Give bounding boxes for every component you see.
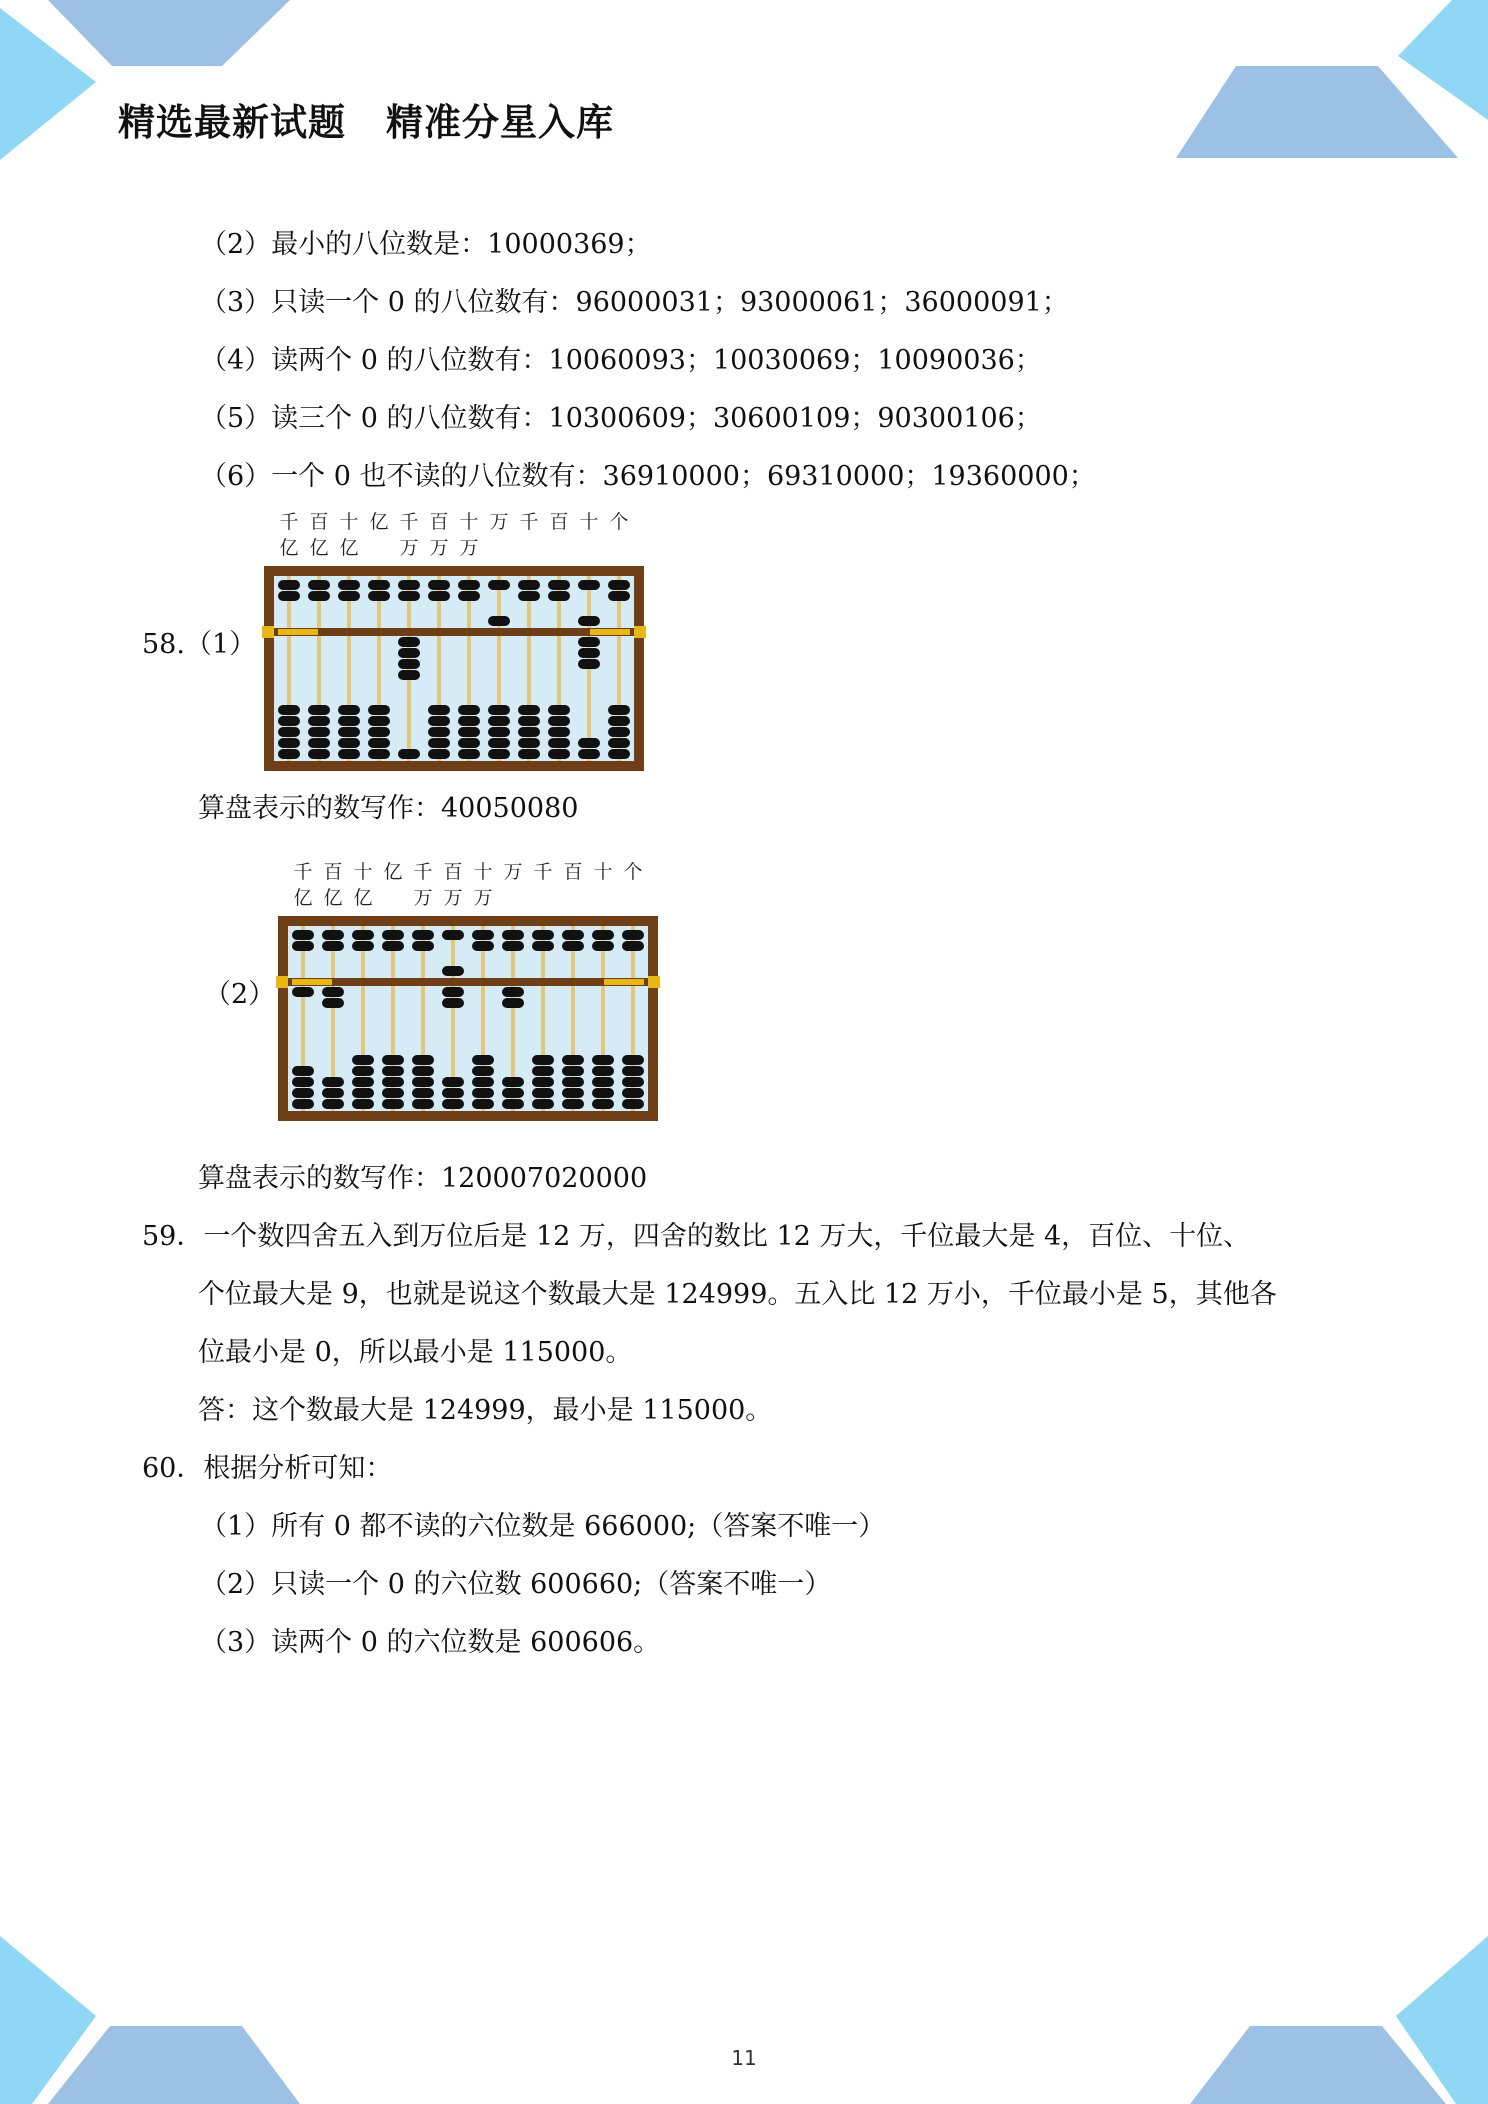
abacus2-bead [472, 1077, 494, 1087]
abacus1-bead [578, 637, 600, 647]
abacus2-bead [322, 1088, 344, 1098]
abacus2-bead [412, 1099, 434, 1109]
abacus2-beam-clip [276, 976, 288, 988]
abacus2-bead [352, 1099, 374, 1109]
q59-answer: 答：这个数最大是 124999，最小是 115000。 [198, 1395, 773, 1426]
abacus1-bead [278, 591, 300, 601]
abacus1-bead [488, 738, 510, 748]
abacus2-bead [292, 1077, 314, 1087]
abacus2-bead [292, 941, 314, 951]
abacus2-place-label: 个 [623, 861, 643, 883]
abacus1-bead [368, 727, 390, 737]
abacus2-bead [322, 930, 344, 940]
abacus2-place-label: 千 [533, 861, 553, 883]
abacus1-bead [368, 749, 390, 759]
abacus1-bead [548, 727, 570, 737]
abacus1-place-label: 亿 [309, 537, 329, 559]
abacus2-bead [502, 998, 524, 1008]
abacus2-bead [382, 930, 404, 940]
abacus2-bead [442, 998, 464, 1008]
header-title-right: 精准分星入库 [386, 101, 614, 144]
abacus1-place-label: 十 [339, 511, 359, 533]
abacus1-place-label: 万 [489, 511, 509, 533]
abacus2-bead [472, 930, 494, 940]
abacus1-bead [488, 749, 510, 759]
abacus2-bead [592, 1066, 614, 1076]
abacus1-place-label: 个 [609, 511, 629, 533]
abacus1-bead [548, 716, 570, 726]
abacus1-bead [398, 670, 420, 680]
abacus2-bead [292, 1066, 314, 1076]
abacus1-bead [338, 591, 360, 601]
abacus1-bead [398, 749, 420, 759]
abacus2-bead [532, 1077, 554, 1087]
abacus1-bead [338, 705, 360, 715]
abacus2-place-label: 亿 [353, 887, 373, 909]
abacus2-bead [592, 1088, 614, 1098]
abacus2-bead [502, 1088, 524, 1098]
abacus2-bead [322, 1099, 344, 1109]
abacus2-beam-bar [292, 979, 332, 985]
abacus2-beam [288, 978, 648, 986]
abacus2-bead [322, 1077, 344, 1087]
abacus1-bead [368, 580, 390, 590]
abacus2-bead [442, 1088, 464, 1098]
abacus1-place-label: 亿 [369, 511, 389, 533]
abacus1-bead [458, 716, 480, 726]
abacus1-bead [278, 749, 300, 759]
abacus1-bead [458, 705, 480, 715]
abacus2-bead [352, 1088, 374, 1098]
answer-line-4: （4）读两个 0 的八位数有：10060093；10030069；10090036； [200, 345, 1042, 376]
q60-title: 60．根据分析可知： [142, 1453, 393, 1484]
abacus1-beam-bar [590, 629, 630, 635]
abacus2-bead [382, 941, 404, 951]
abacus1-bead [278, 727, 300, 737]
abacus1-bead [548, 705, 570, 715]
abacus2-bead [412, 1066, 434, 1076]
top-right-trapezoid-decoration [1176, 66, 1458, 158]
abacus1-bead [488, 580, 510, 590]
abacus2-bead [622, 1088, 644, 1098]
abacus2-bead [442, 987, 464, 997]
abacus2-bead [442, 930, 464, 940]
abacus1-beam-clip [634, 626, 646, 638]
abacus1-bead [578, 749, 600, 759]
abacus1-bead [338, 580, 360, 590]
abacus1-bead [518, 580, 540, 590]
abacus2-bead [412, 941, 434, 951]
abacus2-place-label: 万 [443, 887, 463, 909]
abacus2-bead [562, 941, 584, 951]
q59-line-3: 位最小是 0，所以最小是 115000。 [198, 1337, 633, 1368]
abacus2-bead [472, 1099, 494, 1109]
abacus2-place-label: 亿 [323, 887, 343, 909]
abacus1-bead [488, 705, 510, 715]
abacus2-bead [412, 1055, 434, 1065]
abacus2-bead [292, 987, 314, 997]
abacus1-bead [518, 591, 540, 601]
abacus2-bead [532, 1099, 554, 1109]
abacus2-bead [622, 1077, 644, 1087]
abacus1-bead [578, 648, 600, 658]
abacus1-bead [518, 705, 540, 715]
answer-line-2: （2）最小的八位数是：10000369； [200, 229, 652, 260]
abacus1-bead [548, 580, 570, 590]
abacus2-bead [382, 1066, 404, 1076]
q58-label-1: 58.（1） [142, 629, 257, 660]
abacus2-bead [472, 1088, 494, 1098]
abacus1-bead [488, 727, 510, 737]
abacus2-place-label: 亿 [293, 887, 313, 909]
q59-line-2: 个位最大是 9，也就是说这个数最大是 124999。五入比 12 万小，千位最小是 5，其他各 [198, 1279, 1277, 1310]
abacus2-place-label: 十 [353, 861, 373, 883]
top-right-triangle-decoration [1398, 0, 1488, 120]
abacus1-bead [488, 616, 510, 626]
abacus2-place-label: 千 [293, 861, 313, 883]
q59-line-1: 59．一个数四舍五入到万位后是 12 万，四舍的数比 12 万大，千位最大是 4，百位、十位、 [142, 1221, 1251, 1252]
abacus1-place-label: 亿 [339, 537, 359, 559]
abacus1-beam [274, 628, 634, 636]
top-left-bar-decoration [48, 0, 290, 66]
abacus2-bead [622, 930, 644, 940]
abacus2-place-label: 万 [503, 861, 523, 883]
abacus1-bead [308, 580, 330, 590]
abacus1-bead [338, 716, 360, 726]
abacus2-bead [322, 941, 344, 951]
abacus2-bead [562, 1066, 584, 1076]
abacus2-bead [562, 1088, 584, 1098]
abacus2-bead [562, 1055, 584, 1065]
abacus2-bead [382, 1077, 404, 1087]
abacus1-bead [608, 591, 630, 601]
abacus1-place-label: 十 [579, 511, 599, 533]
abacus1-bead [278, 716, 300, 726]
abacus2-bead [562, 1099, 584, 1109]
abacus2-bead [532, 930, 554, 940]
abacus2-bead [562, 1077, 584, 1087]
abacus1-bead [458, 738, 480, 748]
abacus1-bead [278, 738, 300, 748]
abacus1-bead [368, 738, 390, 748]
abacus1-place-label: 万 [399, 537, 419, 559]
abacus1-bead [398, 580, 420, 590]
abacus1-place-label: 千 [519, 511, 539, 533]
abacus2-bead [322, 998, 344, 1008]
abacus1-bead [308, 749, 330, 759]
abacus2-bead [472, 941, 494, 951]
abacus2-bead [292, 930, 314, 940]
abacus2-place-label: 亿 [383, 861, 403, 883]
abacus1-bead [308, 738, 330, 748]
abacus1-bead [398, 648, 420, 658]
abacus1-bead [548, 738, 570, 748]
abacus2-beam-clip [648, 976, 660, 988]
abacus1-bead [338, 749, 360, 759]
abacus1-bead [578, 659, 600, 669]
abacus1-bead [608, 716, 630, 726]
abacus2-bead [352, 930, 374, 940]
abacus2-bead [382, 1055, 404, 1065]
abacus2-bead [382, 1088, 404, 1098]
abacus1-place-label: 百 [429, 511, 449, 533]
abacus1-bead [488, 716, 510, 726]
header-title-left: 精选最新试题 [118, 101, 346, 144]
abacus1-beam-clip [262, 626, 274, 638]
abacus1-bead [398, 659, 420, 669]
abacus-1 [262, 506, 662, 776]
abacus2-bead [442, 1077, 464, 1087]
abacus2-bead [622, 941, 644, 951]
abacus2-place-label: 万 [413, 887, 433, 909]
q60-item-3: （3）读两个 0 的六位数是 600606。 [200, 1627, 661, 1658]
abacus1-bead [458, 591, 480, 601]
abacus1-place-label: 千 [279, 511, 299, 533]
abacus2-bead [412, 1077, 434, 1087]
abacus1-bead [458, 580, 480, 590]
abacus1-bead [608, 580, 630, 590]
abacus2-bead [532, 941, 554, 951]
abacus2-bead [502, 941, 524, 951]
answer-line-3: （3）只读一个 0 的八位数有：96000031；93000061；36000091； [200, 287, 1069, 318]
abacus1-bead [548, 591, 570, 601]
abacus2-bead [352, 941, 374, 951]
abacus2-bead [412, 930, 434, 940]
abacus2-bead [532, 1066, 554, 1076]
abacus1-bead [608, 727, 630, 737]
abacus1-bead [428, 749, 450, 759]
header-title [118, 92, 614, 146]
abacus2-bead [442, 966, 464, 976]
abacus2-bead [472, 1055, 494, 1065]
abacus2-bead [592, 941, 614, 951]
abacus2-bead [292, 1099, 314, 1109]
abacus2-bead [502, 930, 524, 940]
abacus1-bead [458, 727, 480, 737]
abacus1-place-label: 百 [309, 511, 329, 533]
abacus2-bead [292, 1088, 314, 1098]
abacus1-bead [338, 727, 360, 737]
abacus2-bead [592, 1055, 614, 1065]
q58-answer-2: 算盘表示的数写作：120007020000 [198, 1163, 648, 1194]
abacus1-place-label: 万 [459, 537, 479, 559]
abacus2-bead [622, 1066, 644, 1076]
answer-line-5: （5）读三个 0 的八位数有：10300609；30600109；90300106； [200, 403, 1042, 434]
abacus2-place-label: 十 [593, 861, 613, 883]
abacus2-beam-bar [604, 979, 644, 985]
page-number: 11 [731, 2046, 757, 2070]
abacus2-bead [562, 930, 584, 940]
q58-label-2: （2） [204, 979, 276, 1010]
abacus1-place-label: 千 [399, 511, 419, 533]
abacus1-bead [428, 738, 450, 748]
abacus2-bead [472, 1066, 494, 1076]
abacus1-beam-bar [278, 629, 318, 635]
abacus1-place-label: 万 [429, 537, 449, 559]
abacus2-bead [352, 1077, 374, 1087]
abacus1-bead [338, 738, 360, 748]
abacus1-bead [368, 716, 390, 726]
abacus2-bead [352, 1055, 374, 1065]
abacus1-bead [428, 716, 450, 726]
abacus1-bead [278, 705, 300, 715]
abacus1-bead [578, 580, 600, 590]
abacus1-bead [308, 727, 330, 737]
abacus2-bead [502, 987, 524, 997]
abacus2-bead [502, 1099, 524, 1109]
abacus1-bead [608, 738, 630, 748]
abacus2-place-label: 百 [443, 861, 463, 883]
answer-line-6: （6）一个 0 也不读的八位数有：36910000；69310000；19360000； [200, 461, 1096, 492]
abacus1-bead [578, 738, 600, 748]
abacus1-bead [608, 749, 630, 759]
abacus2-bead [622, 1099, 644, 1109]
abacus2-place-label: 百 [323, 861, 343, 883]
abacus1-bead [368, 591, 390, 601]
abacus1-bead [608, 705, 630, 715]
abacus1-bead [428, 705, 450, 715]
abacus1-bead [518, 749, 540, 759]
q60-item-2: （2）只读一个 0 的六位数 600660;（答案不唯一） [200, 1569, 832, 1600]
abacus1-bead [428, 727, 450, 737]
abacus2-bead [592, 930, 614, 940]
abacus2-bead [442, 1099, 464, 1109]
abacus2-place-label: 百 [563, 861, 583, 883]
abacus2-bead [532, 1055, 554, 1065]
abacus2-bead [382, 1099, 404, 1109]
abacus1-bead [518, 727, 540, 737]
abacus1-place-label: 亿 [279, 537, 299, 559]
abacus1-place-label: 十 [459, 511, 479, 533]
abacus1-bead [458, 749, 480, 759]
abacus1-bead [428, 591, 450, 601]
abacus1-bead [368, 705, 390, 715]
abacus1-bead [308, 591, 330, 601]
abacus1-place-label: 百 [549, 511, 569, 533]
abacus1-bead [398, 637, 420, 647]
abacus2-bead [592, 1077, 614, 1087]
abacus1-bead [548, 749, 570, 759]
abacus2-place-label: 千 [413, 861, 433, 883]
abacus2-bead [502, 1077, 524, 1087]
abacus1-bead [398, 591, 420, 601]
abacus2-bead [592, 1099, 614, 1109]
q58-answer-1: 算盘表示的数写作：40050080 [198, 793, 579, 824]
abacus2-bead [412, 1088, 434, 1098]
abacus2-bead [352, 1066, 374, 1076]
abacus1-bead [428, 580, 450, 590]
abacus2-bead [622, 1055, 644, 1065]
abacus2-place-label: 十 [473, 861, 493, 883]
abacus2-bead [532, 1088, 554, 1098]
abacus1-bead [278, 580, 300, 590]
abacus1-bead [518, 738, 540, 748]
abacus2-bead [322, 987, 344, 997]
abacus1-bead [578, 616, 600, 626]
abacus1-bead [308, 716, 330, 726]
abacus1-bead [308, 705, 330, 715]
abacus2-place-label: 万 [473, 887, 493, 909]
abacus1-bead [518, 716, 540, 726]
q60-item-1: （1）所有 0 都不读的六位数是 666000;（答案不唯一） [200, 1511, 886, 1542]
abacus-2 [276, 856, 676, 1126]
